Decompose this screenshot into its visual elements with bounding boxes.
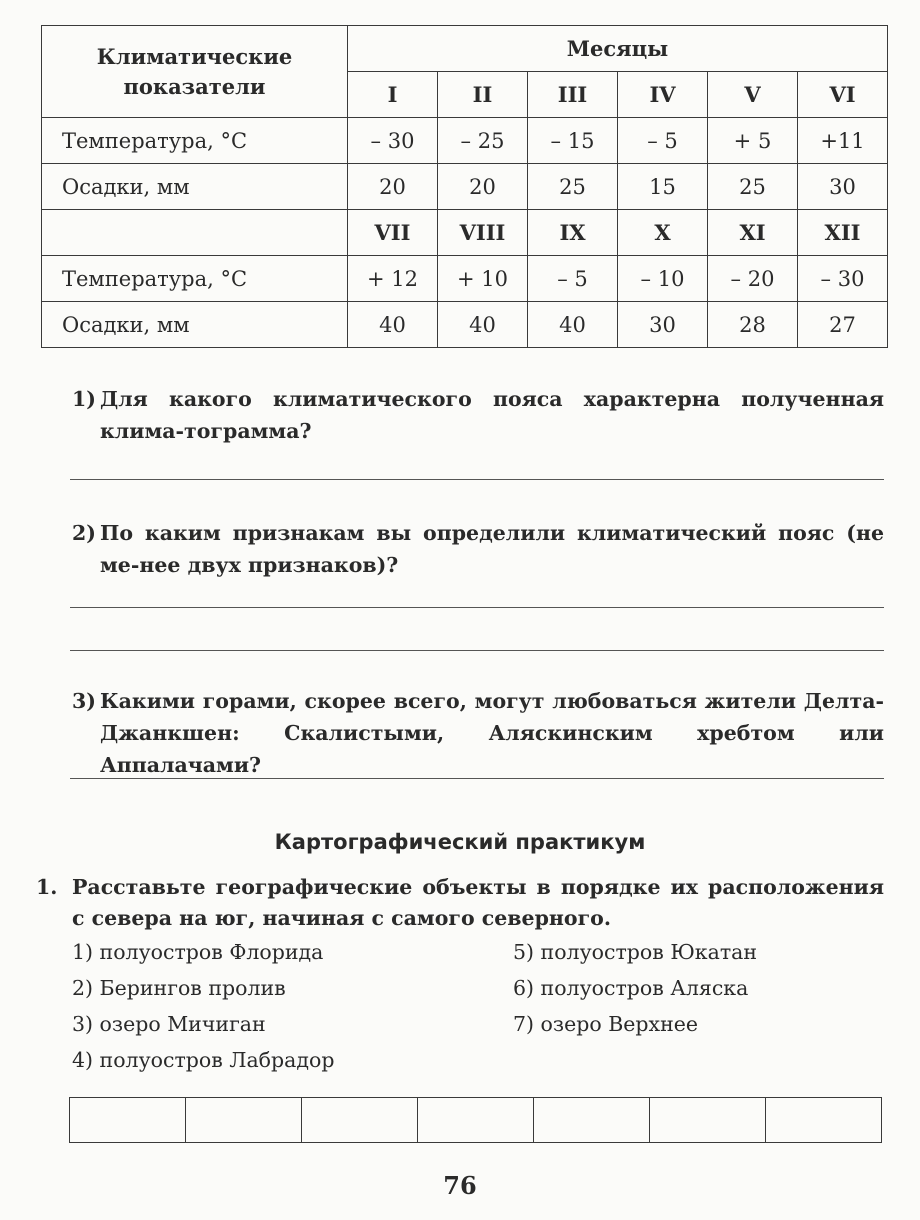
month-cell: XI [708, 210, 798, 256]
month-cell: IV [618, 72, 708, 118]
option-item: 7) озеро Верхнее [513, 1012, 699, 1036]
answer-cell[interactable] [766, 1098, 882, 1143]
month-cell: XII [798, 210, 888, 256]
table-cell: – 20 [708, 256, 798, 302]
option-item: 3) озеро Мичиган [72, 1012, 266, 1036]
table-cell: 30 [618, 302, 708, 348]
table-cell: – 15 [528, 118, 618, 164]
month-cell: I [348, 72, 438, 118]
question-number: 3) [72, 689, 96, 713]
temperature-row-1 [42, 118, 888, 164]
question-number: 2) [72, 521, 96, 545]
question-text: По каким признакам вы определили климатический пояс (не ме-нее двух признаков)? [100, 521, 884, 577]
question-3 [72, 685, 884, 781]
page-number: 76 [443, 1171, 477, 1200]
answer-grid [69, 1097, 882, 1143]
table-cell: 25 [528, 164, 618, 210]
table-cell: 40 [348, 302, 438, 348]
empty-cell [42, 210, 348, 256]
climate-table [41, 25, 888, 348]
table-cell: + 10 [438, 256, 528, 302]
months-row-2 [42, 210, 888, 256]
question-2 [72, 517, 884, 581]
table-cell: 20 [438, 164, 528, 210]
table-cell: 20 [348, 164, 438, 210]
month-cell: II [438, 72, 528, 118]
precipitation-row-2 [42, 302, 888, 348]
table-cell: – 5 [618, 118, 708, 164]
table-cell: 28 [708, 302, 798, 348]
answer-line[interactable] [70, 607, 884, 608]
table-header-indicators: Климатические показатели [42, 26, 348, 118]
table-cell: + 12 [348, 256, 438, 302]
table-cell: 27 [798, 302, 888, 348]
option-item: 6) полуостров Аляска [513, 976, 749, 1000]
table-cell: – 25 [438, 118, 528, 164]
table-cell: – 30 [348, 118, 438, 164]
answer-line[interactable] [70, 778, 884, 779]
task-1 [36, 872, 884, 934]
answer-cell[interactable] [70, 1098, 186, 1143]
question-text: Для какого климатического пояса характерна полученная клима-тограмма? [100, 387, 884, 443]
table-cell: 25 [708, 164, 798, 210]
precipitation-row-1 [42, 164, 888, 210]
option-item: 1) полуостров Флорида [72, 940, 324, 964]
table-cell: 40 [438, 302, 528, 348]
table-cell: 15 [618, 164, 708, 210]
table-header-months: Месяцы [348, 26, 888, 72]
answer-cell[interactable] [302, 1098, 418, 1143]
month-cell: VIII [438, 210, 528, 256]
month-cell: IX [528, 210, 618, 256]
temperature-row-2 [42, 256, 888, 302]
answer-cell[interactable] [418, 1098, 534, 1143]
month-cell: VI [798, 72, 888, 118]
answer-line[interactable] [70, 650, 884, 651]
month-cell: V [708, 72, 798, 118]
month-cell: VII [348, 210, 438, 256]
table-cell: 30 [798, 164, 888, 210]
table-cell: + 5 [708, 118, 798, 164]
table-cell: – 10 [618, 256, 708, 302]
row-label: Осадки, мм [42, 302, 348, 348]
question-number: 1) [72, 387, 96, 411]
month-cell: III [528, 72, 618, 118]
month-cell: X [618, 210, 708, 256]
option-item: 2) Берингов пролив [72, 976, 286, 1000]
option-item: 4) полуостров Лабрадор [72, 1048, 335, 1072]
table-cell: +11 [798, 118, 888, 164]
section-title: Картографический практикум [274, 830, 646, 854]
table-cell: 40 [528, 302, 618, 348]
row-label: Температура, °С [42, 118, 348, 164]
row-label: Температура, °С [42, 256, 348, 302]
answer-line[interactable] [70, 479, 884, 480]
task-number: 1. [36, 875, 58, 899]
question-1 [72, 383, 884, 447]
question-text: Какими горами, скорее всего, могут любоваться жители Делта-Джанкшен: Скалистыми, Аляскинским хребтом или Аппалачами? [100, 689, 884, 777]
table-cell: – 5 [528, 256, 618, 302]
row-label: Осадки, мм [42, 164, 348, 210]
answer-cell[interactable] [650, 1098, 766, 1143]
task-text: Расставьте географические объекты в порядке их расположения с севера на юг, начиная с самого северного. [72, 875, 884, 930]
answer-cell[interactable] [534, 1098, 650, 1143]
option-item: 5) полуостров Юкатан [513, 940, 758, 964]
table-cell: – 30 [798, 256, 888, 302]
answer-cell[interactable] [186, 1098, 302, 1143]
